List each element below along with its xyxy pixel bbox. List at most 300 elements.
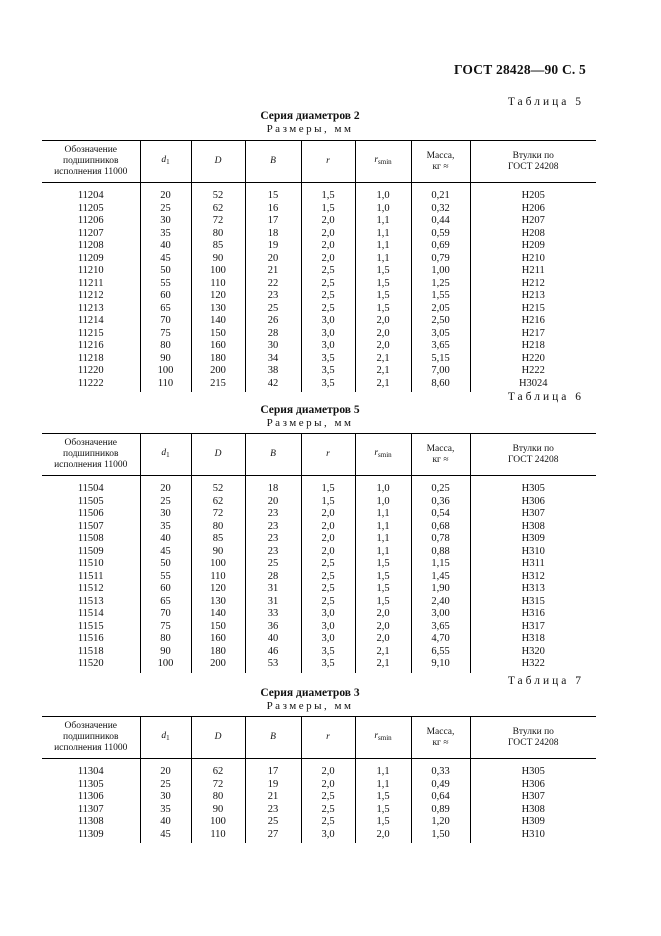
cell-B: 25 [245, 303, 301, 316]
cell-d1: 60 [140, 583, 191, 596]
cell-D: 180 [191, 353, 245, 366]
cell-mass: 0,44 [411, 215, 470, 228]
cell-mass: 6,55 [411, 646, 470, 659]
spacer-cell [355, 183, 411, 191]
header-sleeve-line: ГОСТ 24208 [508, 161, 559, 172]
cell-r: 2,0 [301, 253, 355, 266]
cell-designation: 11507 [77, 520, 104, 532]
cell-rsmin: 1,1 [355, 546, 411, 559]
table-row [42, 278, 596, 291]
cell-rsmin: 1,5 [355, 583, 411, 596]
cell-sleeve: Н306 [470, 779, 596, 792]
cell-designation: 11509 [77, 545, 104, 557]
cell-d1: 40 [140, 816, 191, 829]
cell-designation: 11206 [77, 215, 104, 226]
cell-d1: 25 [140, 496, 191, 509]
cell-d1: 100 [140, 365, 191, 378]
cell-mass: 9,10 [411, 658, 470, 673]
cell-mass: 2,05 [411, 303, 470, 316]
cell-r: 3,5 [301, 658, 355, 673]
cell-B: 28 [245, 328, 301, 341]
cell-designation: 11308 [77, 816, 104, 827]
cell-d1: 35 [140, 228, 191, 241]
cell-mass: 3,65 [411, 621, 470, 634]
cell-D: 80 [191, 521, 245, 534]
cell-rsmin: 2,1 [355, 365, 411, 378]
cell-D: 85 [191, 533, 245, 546]
table-row [42, 546, 596, 559]
cell-d1: 45 [140, 546, 191, 559]
cell-D: 200 [191, 365, 245, 378]
table-row [42, 804, 596, 817]
cell-D: 140 [191, 315, 245, 328]
cell-designation: 11512 [77, 583, 104, 594]
cell-D: 52 [191, 483, 245, 496]
cell-B: 17 [245, 215, 301, 228]
cell-sleeve: Н307 [470, 791, 596, 804]
cell-designation: 11212 [77, 290, 104, 301]
header-rsmin-subscript: smin [378, 734, 392, 742]
cell-d1: 25 [140, 779, 191, 792]
cell-designation: 11516 [77, 633, 104, 644]
cell-designation: 11505 [77, 495, 104, 507]
spacer-cell [42, 759, 140, 767]
column-header-rsmin [355, 717, 411, 759]
cell-r: 3,0 [301, 633, 355, 646]
cell-B: 36 [245, 621, 301, 634]
spacer-row [42, 476, 596, 484]
cell-d1: 30 [140, 791, 191, 804]
spacer-cell [191, 759, 245, 767]
header-D-symbol: D [214, 449, 222, 459]
column-header-d1 [140, 141, 191, 183]
table-row [42, 633, 596, 646]
table-6-caption: Таблица 6 [507, 391, 584, 403]
cell-d1: 70 [140, 608, 191, 621]
header-designation-line: подшипников [63, 156, 119, 166]
cell-r: 3,5 [301, 378, 355, 393]
cell-B: 23 [245, 290, 301, 303]
table-row [42, 829, 596, 844]
table-7-units: Размеры, мм [266, 700, 354, 712]
cell-d1: 55 [140, 571, 191, 584]
header-sleeve-line: Втулки по [512, 443, 554, 454]
cell-r: 2,0 [301, 228, 355, 241]
table-row [42, 203, 596, 216]
cell-B: 23 [245, 804, 301, 817]
column-header-r [301, 141, 355, 183]
cell-d1: 100 [140, 658, 191, 673]
cell-mass: 0,78 [411, 533, 470, 546]
cell-designation: 11216 [77, 340, 104, 351]
spacer-cell [191, 183, 245, 191]
cell-mass: 0,36 [411, 496, 470, 509]
cell-sleeve: Н312 [470, 571, 596, 584]
cell-rsmin: 1,1 [355, 521, 411, 534]
cell-designation: 11508 [77, 533, 104, 544]
cell-designation: 11305 [77, 778, 104, 790]
spacer-row [42, 183, 596, 191]
cell-D: 100 [191, 816, 245, 829]
cell-rsmin: 2,0 [355, 621, 411, 634]
page-header: ГОСТ 28428—90 С. 5 [453, 62, 586, 77]
header-row [42, 434, 596, 476]
cell-mass: 0,69 [411, 240, 470, 253]
column-header-r [301, 717, 355, 759]
cell-r: 2,0 [301, 779, 355, 792]
cell-mass: 0,88 [411, 546, 470, 559]
cell-D: 180 [191, 646, 245, 659]
cell-sleeve: Н213 [470, 290, 596, 303]
cell-B: 15 [245, 190, 301, 203]
header-designation-line: исполнения 11000 [54, 743, 128, 753]
header-sleeve-line: ГОСТ 24208 [508, 454, 559, 465]
column-header-d1 [140, 717, 191, 759]
table-row [42, 340, 596, 353]
spacer-cell [245, 759, 301, 767]
cell-D: 160 [191, 633, 245, 646]
cell-r: 2,5 [301, 596, 355, 609]
header-mass-line: кг ≈ [432, 737, 449, 748]
table-row [42, 315, 596, 328]
cell-r: 3,0 [301, 608, 355, 621]
table-row [42, 621, 596, 634]
cell-mass: 1,00 [411, 265, 470, 278]
cell-d1: 40 [140, 240, 191, 253]
header-designation-line: Обозначение [64, 438, 117, 448]
header-d1-subscript: 1 [166, 734, 170, 742]
cell-d1: 65 [140, 303, 191, 316]
spacer-cell [411, 759, 470, 767]
cell-rsmin: 1,1 [355, 240, 411, 253]
cell-B: 34 [245, 353, 301, 366]
cell-rsmin: 1,5 [355, 804, 411, 817]
cell-d1: 35 [140, 521, 191, 534]
cell-sleeve: Н309 [470, 816, 596, 829]
cell-mass: 0,79 [411, 253, 470, 266]
header-D-symbol: D [214, 732, 222, 742]
column-header-mass [411, 141, 470, 183]
table-row [42, 646, 596, 659]
cell-d1: 20 [140, 483, 191, 496]
cell-mass: 1,55 [411, 290, 470, 303]
cell-mass: 0,89 [411, 804, 470, 817]
header-designation-line: Обозначение [64, 145, 117, 155]
header-row [42, 141, 596, 183]
cell-r: 1,5 [301, 203, 355, 216]
cell-B: 30 [245, 340, 301, 353]
table-6-series-title: Серия диаметров 5 [260, 404, 360, 416]
cell-r: 3,5 [301, 365, 355, 378]
cell-sleeve: Н206 [470, 203, 596, 216]
cell-B: 18 [245, 483, 301, 496]
cell-B: 20 [245, 496, 301, 509]
spacer-cell [140, 183, 191, 191]
cell-d1: 30 [140, 215, 191, 228]
table-row [42, 571, 596, 584]
cell-designation: 11307 [77, 803, 104, 815]
cell-designation: 11309 [77, 828, 104, 840]
column-header-sleeve [470, 141, 596, 183]
cell-B: 23 [245, 508, 301, 521]
cell-D: 80 [191, 228, 245, 241]
spacer-cell [140, 476, 191, 484]
spacer-cell [42, 476, 140, 484]
table-row [42, 496, 596, 509]
cell-r: 2,5 [301, 265, 355, 278]
cell-sleeve: Н220 [470, 353, 596, 366]
table-row [42, 533, 596, 546]
cell-r: 3,0 [301, 621, 355, 634]
cell-D: 160 [191, 340, 245, 353]
cell-B: 16 [245, 203, 301, 216]
table-row [42, 228, 596, 241]
header-designation-line: Обозначение [64, 721, 117, 731]
cell-B: 53 [245, 658, 301, 673]
header-d1-symbol: d [161, 731, 167, 741]
header-rsmin-subscript: smin [378, 451, 392, 459]
column-header-designation [42, 141, 140, 183]
cell-sleeve: Н308 [470, 804, 596, 817]
cell-designation: 11515 [77, 620, 104, 632]
header-r-symbol: r [326, 732, 330, 742]
column-header-B [245, 717, 301, 759]
cell-mass: 0,21 [411, 190, 470, 203]
cell-B: 19 [245, 779, 301, 792]
column-header-mass [411, 717, 470, 759]
cell-d1: 45 [140, 829, 191, 844]
cell-r: 3,0 [301, 829, 355, 844]
cell-D: 100 [191, 265, 245, 278]
column-header-sleeve [470, 434, 596, 476]
cell-sleeve: Н3024 [470, 378, 596, 393]
column-header-B [245, 434, 301, 476]
header-sleeve-line: Втулки по [512, 726, 554, 737]
cell-designation: 11213 [77, 302, 104, 314]
cell-mass: 3,65 [411, 340, 470, 353]
spacer-cell [355, 476, 411, 484]
cell-D: 130 [191, 303, 245, 316]
cell-D: 72 [191, 508, 245, 521]
column-header-rsmin [355, 434, 411, 476]
cell-r: 1,5 [301, 496, 355, 509]
cell-B: 27 [245, 829, 301, 844]
cell-rsmin: 1,0 [355, 496, 411, 509]
cell-r: 2,0 [301, 546, 355, 559]
table-row [42, 215, 596, 228]
table-5-series-title: Серия диаметров 2 [260, 110, 360, 122]
cell-rsmin: 1,5 [355, 290, 411, 303]
spacer-row [42, 759, 596, 767]
table-row [42, 353, 596, 366]
cell-rsmin: 1,1 [355, 228, 411, 241]
cell-mass: 5,15 [411, 353, 470, 366]
header-B-symbol: B [270, 732, 276, 742]
cell-sleeve: Н209 [470, 240, 596, 253]
cell-d1: 80 [140, 340, 191, 353]
cell-B: 20 [245, 253, 301, 266]
table-row [42, 766, 596, 779]
cell-B: 23 [245, 521, 301, 534]
cell-r: 2,0 [301, 508, 355, 521]
cell-r: 2,5 [301, 583, 355, 596]
cell-designation: 11211 [78, 277, 104, 289]
spacer-cell [470, 183, 596, 191]
cell-mass: 0,49 [411, 779, 470, 792]
cell-designation: 11204 [77, 190, 104, 201]
cell-B: 21 [245, 791, 301, 804]
header-designation-line: исполнения 11000 [54, 460, 128, 470]
cell-r: 2,5 [301, 804, 355, 817]
cell-designation: 11304 [77, 766, 104, 777]
cell-D: 120 [191, 583, 245, 596]
header-sleeve-line: Втулки по [512, 150, 554, 161]
header-rsmin-symbol: r [374, 731, 379, 741]
cell-designation: 11215 [77, 327, 104, 339]
table-row [42, 508, 596, 521]
cell-mass: 7,00 [411, 365, 470, 378]
cell-rsmin: 1,5 [355, 278, 411, 291]
table-row [42, 365, 596, 378]
cell-D: 120 [191, 290, 245, 303]
cell-B: 42 [245, 378, 301, 393]
cell-D: 90 [191, 804, 245, 817]
cell-rsmin: 1,0 [355, 190, 411, 203]
cell-rsmin: 2,1 [355, 353, 411, 366]
cell-sleeve: Н309 [470, 533, 596, 546]
cell-sleeve: Н205 [470, 190, 596, 203]
cell-designation: 11210 [77, 265, 104, 276]
cell-r: 1,5 [301, 483, 355, 496]
cell-d1: 30 [140, 508, 191, 521]
cell-D: 72 [191, 215, 245, 228]
cell-d1: 70 [140, 315, 191, 328]
cell-d1: 35 [140, 804, 191, 817]
cell-sleeve: Н316 [470, 608, 596, 621]
cell-r: 3,0 [301, 340, 355, 353]
cell-mass: 2,40 [411, 596, 470, 609]
cell-mass: 4,70 [411, 633, 470, 646]
header-d1-subscript: 1 [166, 158, 170, 166]
cell-B: 40 [245, 633, 301, 646]
cell-rsmin: 1,1 [355, 253, 411, 266]
cell-r: 2,0 [301, 521, 355, 534]
cell-D: 110 [191, 571, 245, 584]
cell-sleeve: Н211 [470, 265, 596, 278]
cell-rsmin: 2,0 [355, 829, 411, 844]
cell-D: 215 [191, 378, 245, 393]
table-row [42, 583, 596, 596]
header-mass-line: кг ≈ [432, 454, 449, 465]
header-rsmin-subscript: smin [378, 158, 392, 166]
cell-mass: 1,15 [411, 558, 470, 571]
header-mass-line: Масса, [426, 726, 455, 737]
cell-D: 150 [191, 328, 245, 341]
cell-B: 46 [245, 646, 301, 659]
cell-D: 62 [191, 766, 245, 779]
cell-rsmin: 1,1 [355, 533, 411, 546]
spacer-cell [301, 759, 355, 767]
cell-rsmin: 1,5 [355, 303, 411, 316]
cell-rsmin: 1,5 [355, 816, 411, 829]
column-header-rsmin [355, 141, 411, 183]
cell-sleeve: Н305 [470, 483, 596, 496]
cell-rsmin: 1,1 [355, 508, 411, 521]
table-row [42, 558, 596, 571]
cell-designation: 11209 [77, 252, 104, 264]
table-row [42, 483, 596, 496]
table-row [42, 608, 596, 621]
cell-r: 2,5 [301, 816, 355, 829]
header-sleeve-line: ГОСТ 24208 [508, 737, 559, 748]
header-d1-symbol: d [161, 155, 167, 165]
cell-r: 2,0 [301, 766, 355, 779]
cell-sleeve: Н210 [470, 253, 596, 266]
cell-sleeve: Н216 [470, 315, 596, 328]
cell-B: 23 [245, 546, 301, 559]
table-row [42, 328, 596, 341]
header-mass-line: кг ≈ [432, 161, 449, 172]
cell-rsmin: 1,5 [355, 265, 411, 278]
cell-mass: 2,50 [411, 315, 470, 328]
cell-B: 19 [245, 240, 301, 253]
column-header-B [245, 141, 301, 183]
cell-D: 62 [191, 496, 245, 509]
cell-designation: 11510 [77, 558, 104, 569]
cell-mass: 1,90 [411, 583, 470, 596]
cell-B: 21 [245, 265, 301, 278]
cell-mass: 3,00 [411, 608, 470, 621]
cell-designation: 11207 [77, 227, 104, 239]
cell-designation: 11511 [78, 570, 104, 582]
cell-r: 3,0 [301, 315, 355, 328]
cell-D: 90 [191, 546, 245, 559]
cell-mass: 0,25 [411, 483, 470, 496]
header-d1-subscript: 1 [166, 451, 170, 459]
cell-d1: 75 [140, 328, 191, 341]
cell-D: 62 [191, 203, 245, 216]
table-5-units: Размеры, мм [266, 123, 354, 135]
column-header-D [191, 434, 245, 476]
cell-B: 38 [245, 365, 301, 378]
cell-r: 3,0 [301, 328, 355, 341]
cell-B: 31 [245, 583, 301, 596]
cell-rsmin: 2,0 [355, 340, 411, 353]
cell-rsmin: 2,0 [355, 328, 411, 341]
cell-d1: 45 [140, 253, 191, 266]
cell-sleeve: Н217 [470, 328, 596, 341]
cell-rsmin: 1,0 [355, 483, 411, 496]
header-B-symbol: B [270, 156, 276, 166]
table-row [42, 378, 596, 393]
cell-sleeve: Н322 [470, 658, 596, 673]
table-5-caption: Таблица 5 [507, 96, 584, 108]
cell-sleeve: Н222 [470, 365, 596, 378]
header-designation-line: исполнения 11000 [54, 167, 128, 177]
cell-r: 2,5 [301, 791, 355, 804]
cell-d1: 50 [140, 265, 191, 278]
cell-designation: 11220 [77, 365, 104, 376]
cell-designation: 11205 [77, 202, 104, 214]
cell-B: 22 [245, 278, 301, 291]
cell-mass: 0,59 [411, 228, 470, 241]
table-row [42, 303, 596, 316]
cell-d1: 50 [140, 558, 191, 571]
cell-mass: 0,32 [411, 203, 470, 216]
cell-D: 90 [191, 253, 245, 266]
cell-rsmin: 1,1 [355, 779, 411, 792]
cell-designation: 11504 [77, 483, 104, 494]
